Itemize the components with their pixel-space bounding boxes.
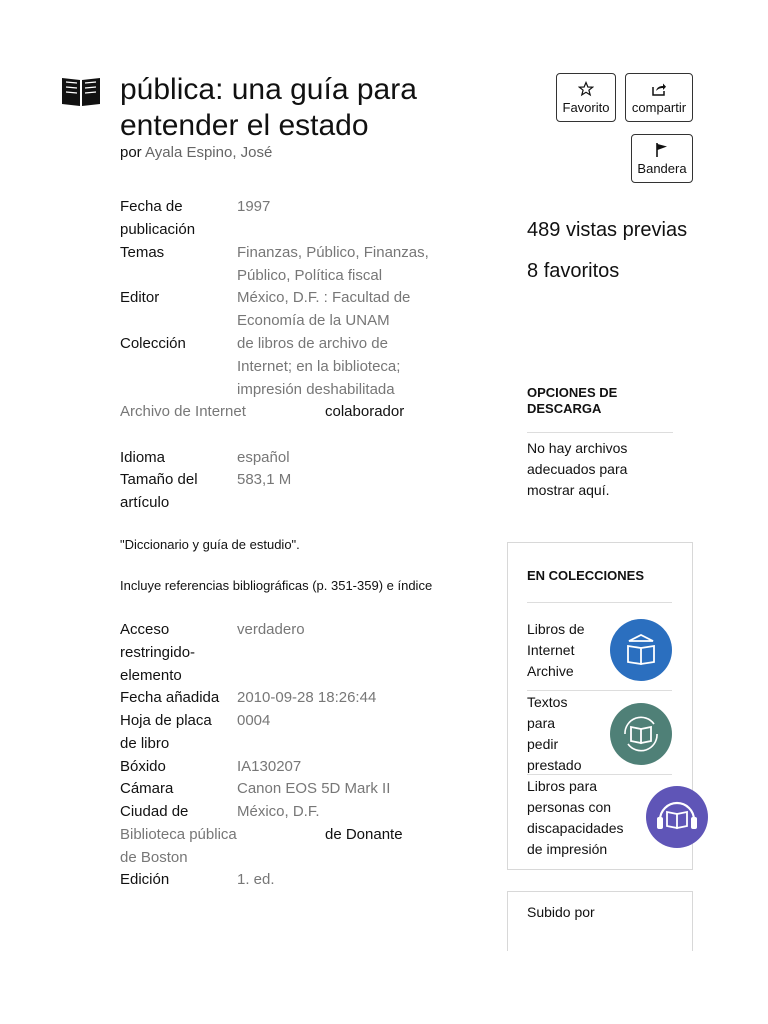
lending-book-icon[interactable] (610, 703, 672, 765)
star-icon (578, 81, 594, 97)
favorites-label: favoritos (543, 260, 620, 282)
meta-label: Fecha añadida (120, 689, 220, 706)
description-line: "Diccionario y guía de estudio". (120, 537, 300, 552)
divider (527, 774, 672, 775)
download-options-heading: OPCIONES DE DESCARGA (527, 385, 618, 416)
meta-collection (120, 332, 440, 401)
item-stats (527, 210, 717, 292)
meta-label: Acceso restringido-elemento (120, 621, 196, 684)
meta-access-restricted (120, 618, 440, 687)
meta-label: Fecha de publicación (120, 198, 196, 238)
meta-value: 2010-09-28 18:26:44 (237, 689, 377, 706)
uploader-panel (507, 891, 693, 951)
meta-city (120, 800, 440, 823)
meta-camera (120, 777, 440, 800)
views-count: 489 (527, 219, 561, 241)
flag-label: Bandera (637, 160, 687, 176)
favorites-count: 8 (527, 260, 539, 282)
meta-addeddate (120, 686, 440, 709)
views-label: vistas previas (565, 219, 688, 241)
collections-heading: EN COLECCIONES (527, 568, 645, 583)
meta-value: verdadero (237, 621, 305, 638)
by-label: por (120, 144, 142, 161)
meta-value: 1. ed. (237, 871, 275, 888)
meta-label: Cámara (120, 780, 174, 797)
item-title: pública: una guía para entender el estado (120, 73, 417, 142)
audio-book-icon[interactable] (646, 786, 708, 848)
meta-value: Biblioteca pública de Boston (120, 826, 237, 866)
meta-value: 583,1 M (237, 471, 292, 488)
meta-value: Canon EOS 5D Mark II (237, 780, 391, 797)
meta-value[interactable]: 1997 (237, 198, 271, 215)
meta-value[interactable]: Archivo de Internet (120, 403, 246, 420)
flag-icon (654, 142, 670, 158)
share-button[interactable] (625, 73, 693, 122)
meta-label: Idioma (120, 449, 166, 466)
share-icon (651, 81, 667, 97)
book-icon (60, 76, 102, 108)
description-line: Incluye referencias bibliográficas (p. 351-359) e índice (120, 578, 433, 593)
meta-contributor (120, 400, 440, 423)
meta-label: Tamaño del artículo (120, 471, 198, 511)
meta-bookplate (120, 709, 440, 755)
meta-label: Colección (120, 335, 186, 352)
meta-value[interactable]: México, D.F. : Facultad de Economía de la UNAM (237, 289, 411, 329)
flag-button[interactable] (631, 134, 693, 183)
meta-language (120, 446, 440, 469)
meta-label: Editor (120, 289, 160, 306)
collection-item-label[interactable]: Libros de Internet Archive (527, 621, 585, 679)
meta-publication-date (120, 195, 440, 241)
uploaded-by-label: Subido por (527, 904, 595, 920)
divider (527, 690, 672, 691)
share-label: compartir (631, 99, 687, 115)
meta-value: México, D.F. (237, 803, 320, 820)
meta-label: Edición (120, 871, 170, 888)
meta-value: 0004 (237, 712, 271, 729)
meta-publisher (120, 286, 440, 332)
meta-label: de Donante (325, 826, 403, 843)
meta-item-size (120, 468, 440, 514)
meta-value[interactable]: Finanzas, Público, Finanzas, Público, Política fiscal (237, 244, 429, 284)
meta-label: colaborador (325, 403, 405, 420)
collection-item-label[interactable]: Libros para personas con discapacidades de impresión (527, 778, 624, 857)
divider (527, 432, 673, 433)
favorite-button[interactable] (556, 73, 616, 122)
meta-topics (120, 241, 440, 287)
meta-label: Bóxido (120, 758, 166, 775)
byline (120, 144, 272, 161)
meta-label: Temas (120, 244, 165, 261)
meta-edition (120, 868, 440, 891)
meta-label: Hoja de placa de libro (120, 712, 212, 752)
meta-value[interactable]: de libros de archivo de Internet; en la biblioteca; impresión deshabilitada (237, 335, 401, 398)
collection-item-label[interactable]: Textos para pedir prestado (527, 694, 582, 773)
author-link[interactable]: Ayala Espino, José (145, 144, 273, 161)
library-book-icon[interactable] (610, 619, 672, 681)
meta-value: IA130207 (237, 758, 302, 775)
favorite-label: Favorito (562, 99, 610, 115)
meta-value[interactable]: español (237, 449, 290, 466)
meta-label: Ciudad de (120, 803, 189, 820)
meta-donor (120, 823, 440, 869)
meta-boxid (120, 755, 440, 778)
divider (527, 602, 672, 603)
download-empty-message: No hay archivos adecuados para mostrar aquí. (527, 440, 628, 498)
